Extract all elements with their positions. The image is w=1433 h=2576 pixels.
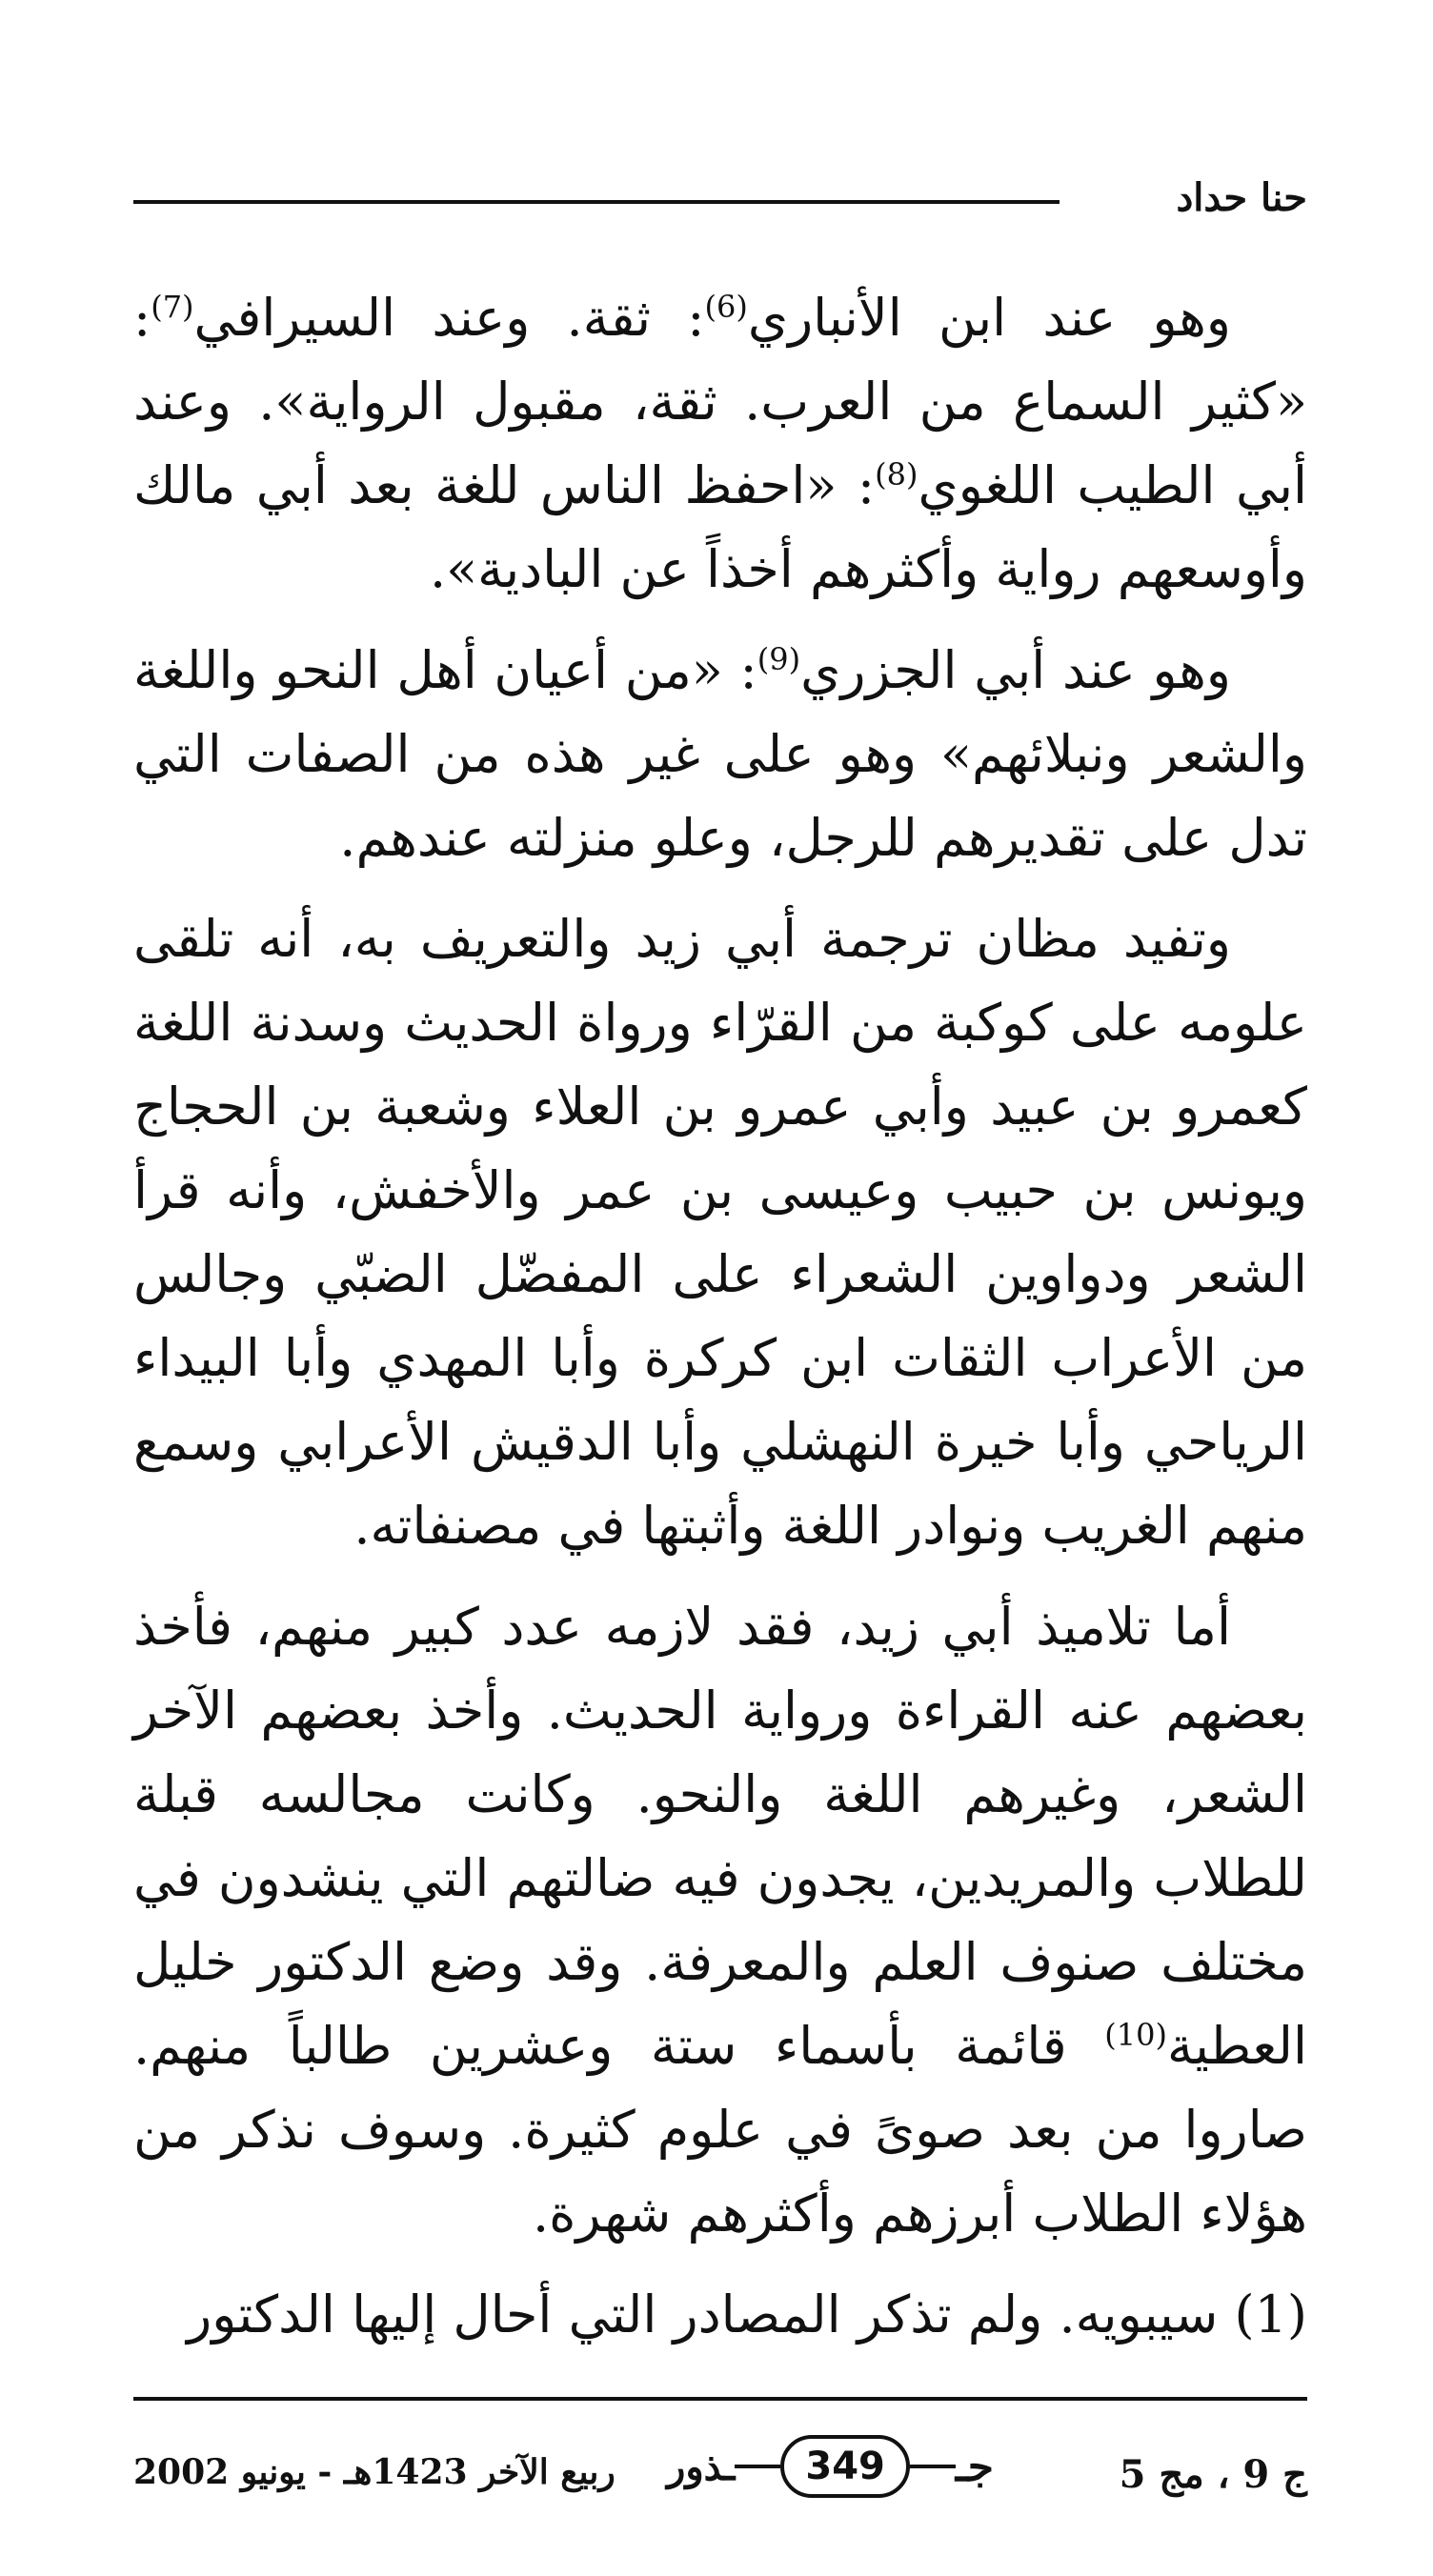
paragraph-text: وهو عند أبي الجزري bbox=[800, 640, 1231, 700]
footnote bbox=[133, 2273, 1307, 2357]
paragraph-text: : «احفظ الناس للغة بعد أبي مالك وأوسعهم رواية وأكثرهم أخذاً عن البادية». bbox=[133, 455, 1307, 599]
footnote-text: سيبويه. ولم تذكر المصادر التي أحال إليها الدكتور bbox=[187, 2284, 1235, 2345]
paragraph-text: وهو عند ابن الأنباري bbox=[747, 288, 1231, 348]
header-rule bbox=[133, 200, 1060, 204]
paragraph-text: : «كثير السماع من العرب. ثقة، مقبول الرواية». وعند أبي الطيب اللغوي bbox=[133, 288, 1307, 515]
footer-volume: ج 9 ، مج 5 bbox=[1119, 2452, 1307, 2497]
footnote-ref: (10) bbox=[1104, 2017, 1167, 2053]
paragraph-4 bbox=[133, 1585, 1307, 2256]
journal-suffix: ـذور bbox=[667, 2444, 736, 2489]
footnote-number: (1) bbox=[1234, 2284, 1307, 2345]
paragraph-text: أما تلاميذ أبي زيد، فقد لازمه عدد كبير منهم، فأخذ بعضهم عنه القراءة ورواية الحديث. وأخذ بعضهم الآخر الشعر، وغيرهم اللغة والنحو. وكانت مجالسه قبلة للطلاب والمريدين، يجدون فيه ضالتهم التي ينشدون في مختلف صنوف العلم والمعرفة. وقد وضع الدكتور خليل العطية bbox=[133, 1597, 1307, 2076]
paragraph-text: : ثقة. وعند السيرافي bbox=[193, 288, 705, 348]
body-text bbox=[133, 276, 1307, 2374]
page-number: 349 bbox=[780, 2435, 910, 2498]
paragraph-text: : «من أعيان أهل النحو واللغة والشعر ونبلائهم» وهو على غير هذه من الصفات التي تدل على تقديرهم للرجل، وعلو منزلته عندهم. bbox=[133, 640, 1307, 868]
footnote-ref: (6) bbox=[704, 289, 748, 325]
header-author: حنا حداد bbox=[1176, 175, 1307, 220]
paragraph-text: قائمة بأسماء ستة وعشرين طالباً منهم. صاروا من بعد صوىً في علوم كثيرة. وسوف نذكر من هؤلاء الطلاب أبرزهم وأكثرهم شهرة. bbox=[133, 2016, 1307, 2244]
logo-line bbox=[910, 2465, 956, 2468]
footnote-ref: (9) bbox=[757, 641, 801, 677]
paragraph-3: وتفيد مظان ترجمة أبي زيد والتعريف به، أنه تلقى علومه على كوكبة من القرّاء ورواة الحديث وسدنة اللغة كعمرو بن عبيد وأبي عمرو بن العلاء وشعبة بن الحجاج ويونس بن حبيب وعيسى بن عمر والأخفش، وأنه قرأ الشعر ودواوين الشعراء على المفضّل الضبّي وجالس من الأعراب الثقات ابن كركرة وأبا المهدي وأبا البيداء الرياحي وأبا خيرة النهشلي وأبا الدقيش الأعرابي وسمع منهم الغريب ونوادر اللغة وأثبتها في مصنفاته. bbox=[133, 909, 1307, 1556]
paragraph-2 bbox=[133, 629, 1307, 880]
footnote-ref: (7) bbox=[151, 289, 194, 325]
paragraph-1 bbox=[133, 276, 1307, 612]
page-footer bbox=[133, 2397, 1307, 2530]
journal-logo bbox=[667, 2435, 994, 2498]
logo-line bbox=[735, 2465, 780, 2468]
footer-rule bbox=[133, 2397, 1307, 2401]
running-header bbox=[133, 170, 1307, 227]
footer-date: ربيع الآخر 1423هـ - يونيو 2002 bbox=[133, 2452, 616, 2492]
journal-prefix: جـ bbox=[955, 2442, 994, 2491]
footnote-ref: (8) bbox=[875, 456, 918, 493]
